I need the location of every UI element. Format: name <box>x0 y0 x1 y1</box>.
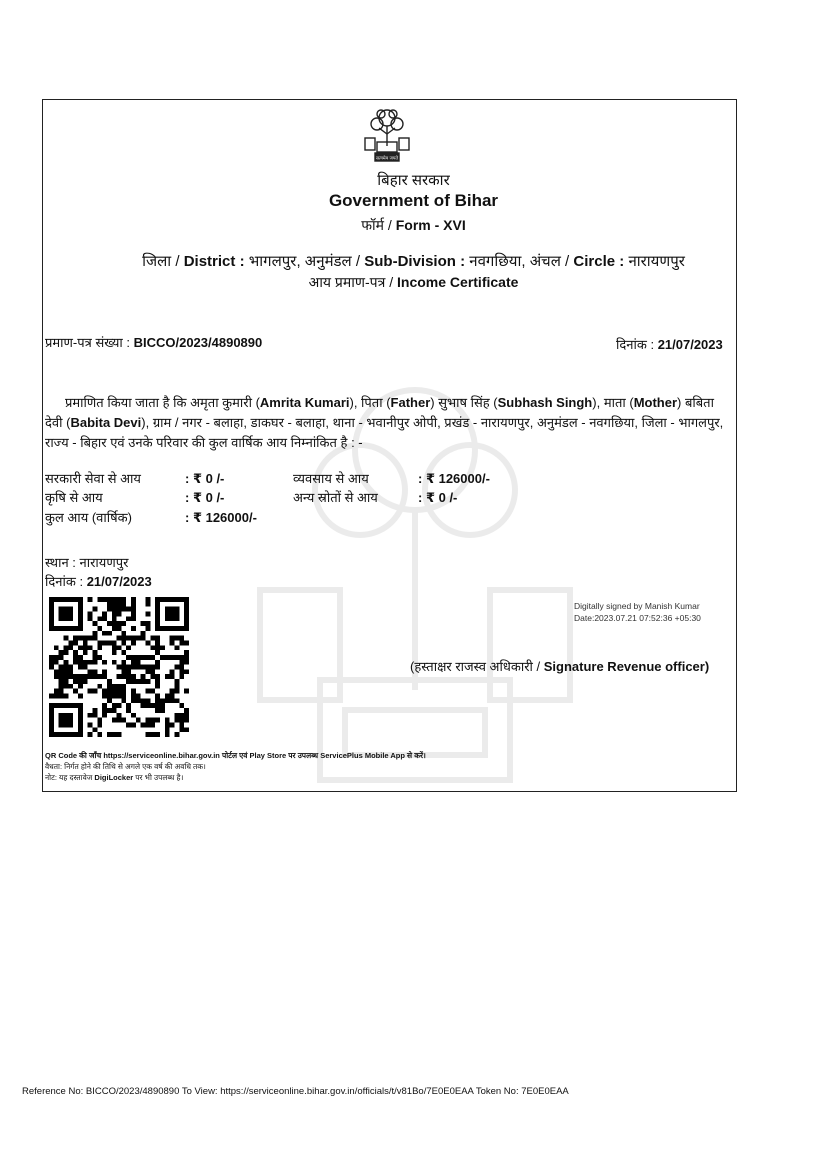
total-income-value: : ₹ 126000/- <box>185 510 257 525</box>
total-income-label: कुल आय (वार्षिक) <box>45 510 132 525</box>
note-digilocker: नोट: यह दस्तावेज DigiLocker पर भी उपलब्ध है। <box>45 773 184 782</box>
digital-signature-date: Date:2023.07.21 07:52:36 +05:30 <box>574 613 701 623</box>
state-title-hindi: बिहार सरकार <box>377 172 450 189</box>
digital-signature <box>574 600 701 624</box>
place: स्थान : नारायणपुर <box>45 555 129 570</box>
note-validity: वैधता: निर्गत होने की तिथि से अगले एक वर्ष की अवधि तक। <box>45 762 206 771</box>
govt-service-income-label: सरकारी सेवा से आय <box>45 471 141 486</box>
certification-paragraph: प्रमाणित किया जाता है कि अमृता कुमारी (Amrita Kumari), पिता (Father) सुभाष सिंह (Subhash Singh), माता (Mother) बबिता देवी (Babita Devi), ग्राम / नगर - बलाहा, डाकघर - बलाहा, थाना - भवानीपुर ओपी, प्रखंड - नारायणपुर, अनुमंडल - नवगछिया, जिला - भागलपुर, राज्य - बिहार एवं उनके परिवार की कुल वार्षिक आय निम्नांकित है : - <box>45 395 724 450</box>
verification-notes <box>45 750 426 783</box>
certificate-number: प्रमाण-पत्र संख्या : BICCO/2023/4890890 <box>45 335 263 350</box>
issue-date: दिनांक : 21/07/2023 <box>616 337 723 352</box>
form-number: फॉर्म / Form - XVI <box>361 217 466 233</box>
digital-signature-name: Digitally signed by Manish Kumar <box>574 601 700 611</box>
district-line: जिला / District : भागलपुर, अनुमंडल / Sub-Division : नवगछिया, अंचल / Circle : नारायणपुर <box>142 253 685 270</box>
govt-service-income-value: : ₹ 0 /- <box>185 471 225 486</box>
bihar-emblem-icon <box>357 106 417 164</box>
reference-footer: Reference No: BICCO/2023/4890890 To View: https://serviceonline.bihar.gov.in/officials/t/v81Bo/7E0E0EAA Token No: 7E0E0EAA <box>22 1086 569 1097</box>
place-date: दिनांक : 21/07/2023 <box>45 574 152 589</box>
other-income-value: : ₹ 0 /- <box>418 490 458 505</box>
qr-code[interactable] <box>49 594 189 740</box>
emblem-motto: सत्यमेव जयते <box>375 156 399 162</box>
agriculture-income-label: कृषि से आय <box>45 490 103 505</box>
other-income-label: अन्य स्रोतों से आय <box>293 490 378 505</box>
signature-title: (हस्ताक्षर राजस्व अधिकारी / Signature Revenue officer) <box>410 659 710 674</box>
state-title-english: Government of Bihar <box>328 191 499 210</box>
business-income-label: व्यवसाय से आय <box>293 471 369 486</box>
business-income-value: : ₹ 126000/- <box>418 471 490 486</box>
note-qr-check: QR Code की जाँच https://serviceonline.bihar.gov.in पोर्टल एवं Play Store पर उपलब्ध ServicePlus Mobile App से करें। <box>45 751 426 760</box>
agriculture-income-value: : ₹ 0 /- <box>185 490 225 505</box>
certificate-title: आय प्रमाण-पत्र / Income Certificate <box>308 274 519 290</box>
